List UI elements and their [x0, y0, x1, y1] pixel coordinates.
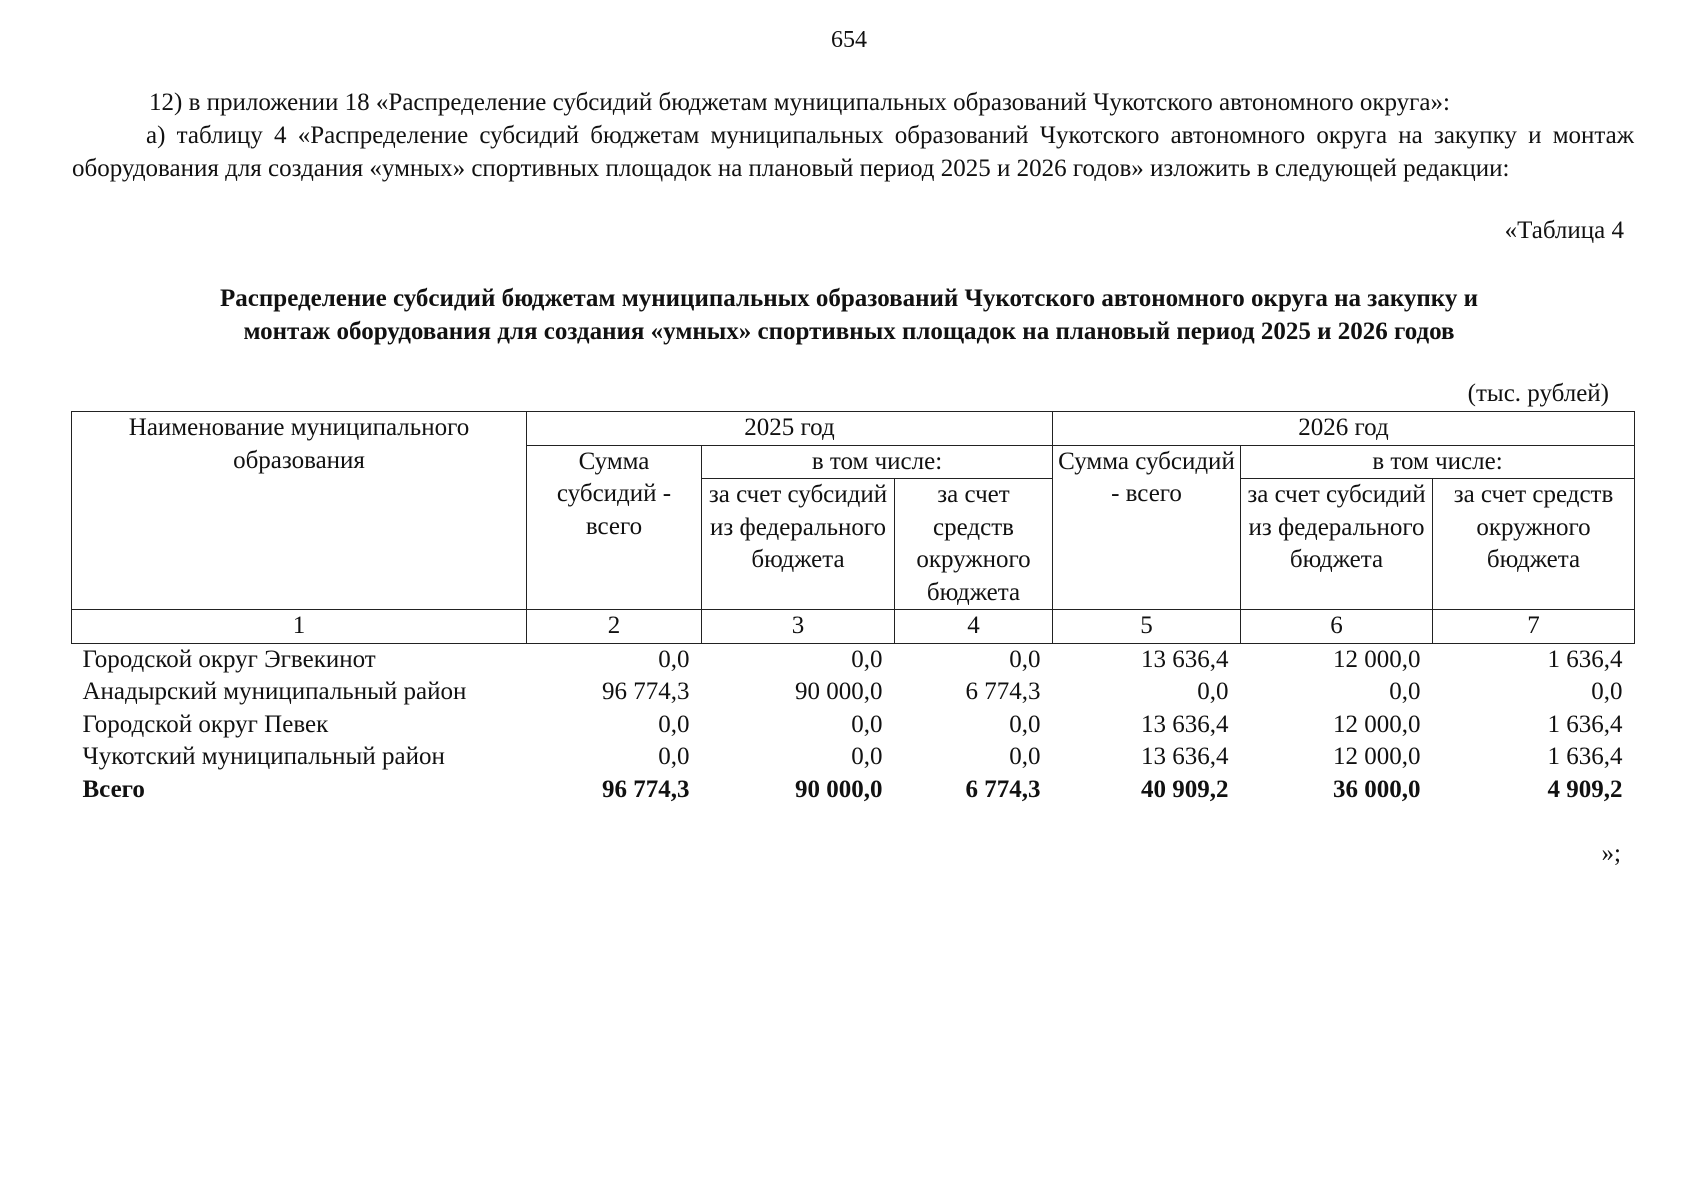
cell-value: 1 636,4 — [1547, 645, 1623, 673]
total-value: 90 000,0 — [795, 775, 883, 803]
total-value: 40 909,2 — [1141, 775, 1229, 803]
cell-value: 13 636,4 — [1141, 743, 1229, 770]
row-name: Городской округ Певек — [82, 710, 329, 738]
header-2025-federal: за счет субсидий из федерального бюджета — [702, 479, 895, 610]
column-number: 4 — [895, 610, 1053, 644]
cell-value: 0,0 — [1009, 743, 1041, 770]
column-number: 2 — [527, 610, 702, 644]
cell-value: 0,0 — [1389, 678, 1421, 705]
table-title-line-1: Распределение субсидий бюджетам муниципальных образований Чукотского автономного округа на закупку и — [220, 285, 1478, 312]
header-2025-total-subsidies: Сумма субсидий - всего — [527, 445, 702, 610]
column-number: 1 — [72, 610, 527, 644]
table-row — [72, 741, 1635, 774]
cell-value: 13 636,4 — [1141, 710, 1229, 738]
table-row — [72, 709, 1635, 742]
cell-value: 0,0 — [658, 743, 690, 770]
cell-value: 12 000,0 — [1333, 645, 1421, 673]
cell-value: 0,0 — [1009, 645, 1041, 673]
cell-value: 12 000,0 — [1333, 743, 1421, 770]
cell-value: 0,0 — [851, 645, 883, 673]
row-name: Чукотский муниципальный район — [82, 743, 445, 770]
page-number: 654 — [831, 27, 867, 53]
total-value: 96 774,3 — [602, 775, 690, 803]
column-number: 6 — [1241, 610, 1433, 644]
cell-value: 6 774,3 — [965, 678, 1041, 705]
header-2026-federal: за счет субсидий из федерального бюджета — [1241, 479, 1433, 610]
cell-value: 96 774,3 — [602, 678, 690, 705]
cell-value: 0,0 — [1197, 678, 1229, 705]
total-value: 36 000,0 — [1333, 775, 1421, 803]
cell-value: 13 636,4 — [1141, 645, 1229, 673]
table-total-row — [72, 774, 1635, 807]
header-2026-including: в том числе: — [1241, 445, 1635, 479]
table-row — [72, 676, 1635, 709]
header-2025-regional: за счет средств окружного бюджета — [895, 479, 1053, 610]
cell-value: 1 636,4 — [1547, 743, 1623, 770]
table-label: «Таблица 4 — [1504, 217, 1624, 244]
cell-value: 1 636,4 — [1547, 710, 1623, 738]
total-value: 6 774,3 — [965, 775, 1041, 803]
column-number: 7 — [1433, 610, 1635, 644]
table-title — [0, 282, 1698, 348]
units-label: (тыс. рублей) — [1467, 380, 1609, 407]
header-2025-including: в том числе: — [702, 445, 1053, 479]
header-year-2025: 2025 год — [527, 412, 1053, 446]
total-row-name: Всего — [82, 775, 145, 803]
cell-value: 12 000,0 — [1333, 710, 1421, 738]
cell-value: 0,0 — [658, 645, 690, 673]
subsidies-table — [71, 411, 1635, 806]
row-name: Анадырский муниципальный район — [82, 678, 467, 705]
cell-value: 0,0 — [1591, 678, 1623, 705]
paragraph-appendix-18: 12) в приложении 18 «Распределение субсидий бюджетам муниципальных образований Чукотского автономного округа»: — [149, 89, 1450, 116]
row-name: Городской округ Эгвекинот — [82, 645, 376, 673]
cell-value: 0,0 — [1009, 710, 1041, 738]
header-2026-regional: за счет средств окружного бюджета — [1433, 479, 1635, 610]
paragraph-table-4-amendment: а) таблицу 4 «Распределение субсидий бюджетам муниципальных образований Чукотского автономного округа на закупку и монтаж оборудования для создания «умных» спортивных площадок на плановый период 2025 и 2026 годов» изложить в следующей редакции: — [72, 122, 1634, 182]
table-title-line-2: монтаж оборудования для создания «умных» спортивных площадок на плановый период 2025 и 2026 годов — [243, 318, 1455, 345]
cell-value: 0,0 — [851, 743, 883, 770]
table-row — [72, 643, 1635, 676]
column-number: 5 — [1053, 610, 1241, 644]
cell-value: 0,0 — [851, 710, 883, 738]
column-number: 3 — [702, 610, 895, 644]
header-municipality-name: Наименование муниципального образования — [72, 412, 527, 610]
cell-value: 90 000,0 — [795, 678, 883, 705]
header-year-2026: 2026 год — [1053, 412, 1635, 446]
cell-value: 0,0 — [658, 710, 690, 738]
closing-quote-mark: »; — [1601, 840, 1621, 867]
header-2026-total-subsidies: Сумма субсидий - всего — [1053, 445, 1241, 610]
total-value: 4 909,2 — [1547, 775, 1623, 803]
